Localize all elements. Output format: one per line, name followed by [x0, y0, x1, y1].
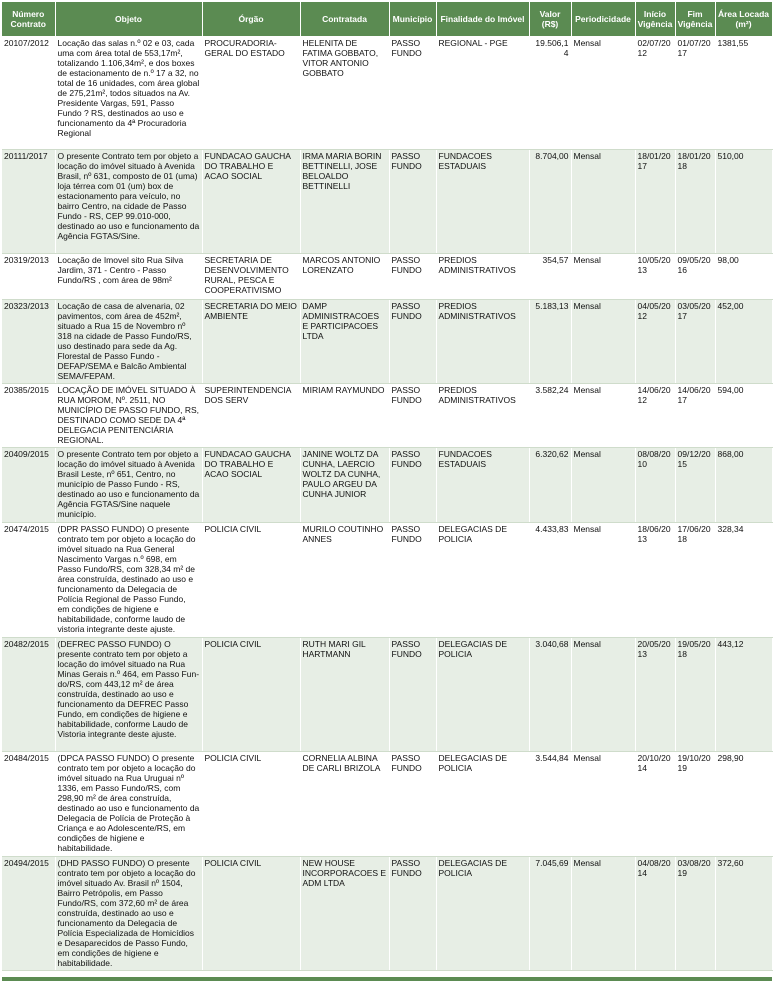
cell-orgao: POLICIA CIVIL	[202, 638, 300, 752]
cell-periodicidade: Mensal	[571, 448, 635, 523]
cell-numero: 20484/2015	[2, 752, 55, 857]
cell-contratada: JANINE WOLTZ DA CUNHA, LAERCIO WOLTZ DA CUNHA, PAULO ARGEU DA CUNHA JUNIOR	[300, 448, 389, 523]
cell-finalidade: DELEGACIAS DE POLICIA	[436, 752, 529, 857]
cell-area: 868,00	[715, 448, 772, 523]
cell-finalidade: REGIONAL - PGE	[436, 37, 529, 150]
table-row	[2, 384, 772, 448]
cell-periodicidade: Mensal	[571, 752, 635, 857]
table-row	[2, 300, 772, 384]
cell-fim: 18/01/2018	[675, 150, 715, 254]
cell-orgao: POLICIA CIVIL	[202, 752, 300, 857]
cell-municipio: PASSO FUNDO	[389, 384, 436, 448]
cell-area: 1381,55	[715, 37, 772, 150]
table-bottom-border	[2, 977, 772, 981]
col-header-objeto[interactable]: Objeto	[55, 2, 202, 37]
cell-finalidade: PREDIOS ADMINISTRATIVOS	[436, 300, 529, 384]
cell-finalidade: DELEGACIAS DE POLICIA	[436, 857, 529, 971]
cell-valor: 19.506,14	[529, 37, 571, 150]
cell-municipio: PASSO FUNDO	[389, 448, 436, 523]
table-row	[2, 150, 772, 254]
col-header-municipio[interactable]: Município	[389, 2, 436, 37]
cell-contratada: RUTH MARI GIL HARTMANN	[300, 638, 389, 752]
cell-numero: 20409/2015	[2, 448, 55, 523]
cell-periodicidade: Mensal	[571, 857, 635, 971]
cell-fim: 03/05/2017	[675, 300, 715, 384]
table-row	[2, 638, 772, 752]
cell-valor: 354,57	[529, 254, 571, 300]
cell-inicio: 04/08/2014	[635, 857, 675, 971]
cell-numero: 20474/2015	[2, 523, 55, 638]
cell-orgao: FUNDACAO GAUCHA DO TRABALHO E ACAO SOCIAL	[202, 448, 300, 523]
contracts-table	[2, 2, 773, 971]
cell-valor: 6.320,62	[529, 448, 571, 523]
cell-orgao: FUNDACAO GAUCHA DO TRABALHO E ACAO SOCIAL	[202, 150, 300, 254]
table-row	[2, 523, 772, 638]
cell-municipio: PASSO FUNDO	[389, 300, 436, 384]
cell-numero: 20494/2015	[2, 857, 55, 971]
cell-numero: 20319/2013	[2, 254, 55, 300]
cell-municipio: PASSO FUNDO	[389, 638, 436, 752]
cell-finalidade: PREDIOS ADMINISTRATIVOS	[436, 384, 529, 448]
cell-area: 443,12	[715, 638, 772, 752]
table-row	[2, 752, 772, 857]
cell-area: 452,00	[715, 300, 772, 384]
cell-area: 510,00	[715, 150, 772, 254]
cell-finalidade: PREDIOS ADMINISTRATIVOS	[436, 254, 529, 300]
cell-orgao: POLICIA CIVIL	[202, 523, 300, 638]
col-header-contratada[interactable]: Contratada	[300, 2, 389, 37]
cell-contratada: DAMP ADMINISTRACOES E PARTICIPACOES LTDA	[300, 300, 389, 384]
cell-municipio: PASSO FUNDO	[389, 37, 436, 150]
cell-fim: 19/10/2019	[675, 752, 715, 857]
cell-orgao: POLICIA CIVIL	[202, 857, 300, 971]
cell-valor: 3.582,24	[529, 384, 571, 448]
cell-valor: 5.183,13	[529, 300, 571, 384]
table-row	[2, 857, 772, 971]
cell-objeto: Locação das salas n.º 02 e 03, cada uma com área total de 553,17m², totalizando 1.106,34m², e dos boxes de estacionamento de n.º 17 a 32, no total de 16 unidades, com área global de 275,21m², todos situados na Av. Presidente Vargas, 591, Passo Fundo ? RS, destinados ao uso e funcionamento da 4ª Procuradoria Regional	[55, 37, 202, 150]
cell-contratada: MURILO COUTINHO ANNES	[300, 523, 389, 638]
cell-inicio: 18/06/2013	[635, 523, 675, 638]
cell-fim: 09/12/2015	[675, 448, 715, 523]
cell-inicio: 18/01/2017	[635, 150, 675, 254]
cell-numero: 20107/2012	[2, 37, 55, 150]
cell-inicio: 08/08/2010	[635, 448, 675, 523]
cell-objeto: Locação de casa de alvenaria, 02 pavimentos, com área de 452m², situado a Rua 15 de Novembro nº 318 na cidade de Passo Fundo/RS, uso destinado para sede da Ag. Florestal de Passo Fundo - DEFAP/SEMA e Balcão Ambiental SEMA/FEPAM.	[55, 300, 202, 384]
col-header-inicio[interactable]: Início Vigência	[635, 2, 675, 37]
col-header-finalidade[interactable]: Finalidade do Imóvel	[436, 2, 529, 37]
cell-inicio: 14/06/2012	[635, 384, 675, 448]
cell-numero: 20385/2015	[2, 384, 55, 448]
cell-fim: 17/06/2018	[675, 523, 715, 638]
table-row	[2, 37, 772, 150]
cell-finalidade: FUNDACOES ESTADUAIS	[436, 448, 529, 523]
cell-inicio: 02/07/2012	[635, 37, 675, 150]
col-header-area[interactable]: Área Locada (m²)	[715, 2, 772, 37]
table-row	[2, 448, 772, 523]
cell-objeto: (DPR PASSO FUNDO) O presente contrato tem por objeto a locação do imóvel situado na Rua General Nascimento Vargas n.º 698, em Passo Fundo/RS, com 328,34 m² de área construída, destinado ao uso e funcionamento da Delegacia de Polícia Regional de Passo Fundo, em condições de higiene e habitabilidade, conforme laudo de vistoria integrante deste ajuste.	[55, 523, 202, 638]
cell-contratada: HELENITA DE FATIMA GOBBATO, VITOR ANTONIO GOBBATO	[300, 37, 389, 150]
cell-numero: 20323/2013	[2, 300, 55, 384]
cell-periodicidade: Mensal	[571, 300, 635, 384]
cell-numero: 20482/2015	[2, 638, 55, 752]
cell-objeto: Locação de Imovel sito Rua Silva Jardim, 371 - Centro - Passo Fundo/RS , com área de 98m²	[55, 254, 202, 300]
cell-municipio: PASSO FUNDO	[389, 150, 436, 254]
cell-inicio: 10/05/2013	[635, 254, 675, 300]
cell-periodicidade: Mensal	[571, 523, 635, 638]
cell-municipio: PASSO FUNDO	[389, 523, 436, 638]
cell-orgao: PROCURADORIA-GERAL DO ESTADO	[202, 37, 300, 150]
col-header-fim[interactable]: Fim Vigência	[675, 2, 715, 37]
cell-objeto: O presente Contrato tem por objeto a locação do imóvel situado à Avenida Brasil, nº 631, composto de 01 (uma) loja térrea com 01 (um) box de estacionamento para veículo, no bairro Centro, na cidade de Passo Fundo - RS, CEP 99.010-000, destinado ao uso e funcionamento da Agência FGTAS/Sine.	[55, 150, 202, 254]
cell-objeto: (DHD PASSO FUNDO) O presente contrato tem por objeto a locação do imóvel situado Av. Brasil nº 1504, Bairro Petrópolis, em Passo Fundo/RS, com 372,60 m² de área construída, destinado ao uso e funcionamento da Delegacia de Polícia Especializada de Homicídios e Desaparecidos de Passo Fundo, em condições de higiene e habitabilidade.	[55, 857, 202, 971]
cell-periodicidade: Mensal	[571, 37, 635, 150]
cell-municipio: PASSO FUNDO	[389, 857, 436, 971]
col-header-numero[interactable]: Número Contrato	[2, 2, 55, 37]
cell-area: 298,90	[715, 752, 772, 857]
cell-contratada: MARCOS ANTONIO LORENZATO	[300, 254, 389, 300]
cell-objeto: (DPCA PASSO FUNDO) O presente contrato tem por objeto a locação do imóvel situado na Rua Uruguai nº 1336, em Passo Fundo/RS, com 298,90 m² de área construída, destinado ao uso e funcionamento da Delegacia de Polícia de Proteção à Criança e ao Adolescente/RS, em condições de higiene e habitabilidade.	[55, 752, 202, 857]
cell-contratada: CORNELIA ALBINA DE CARLI BRIZOLA	[300, 752, 389, 857]
cell-numero: 20111/2017	[2, 150, 55, 254]
col-header-orgao[interactable]: Órgão	[202, 2, 300, 37]
cell-area: 98,00	[715, 254, 772, 300]
cell-fim: 09/05/2016	[675, 254, 715, 300]
cell-objeto: LOCAÇÃO DE IMÓVEL SITUADO À RUA MOROM, Nº. 2511, NO MUNICÍPIO DE PASSO FUNDO, RS, DESTINADO COMO SEDE DA 4ª DELEGACIA PENITENCIÁRIA REGIONAL.	[55, 384, 202, 448]
cell-periodicidade: Mensal	[571, 150, 635, 254]
cell-area: 372,60	[715, 857, 772, 971]
cell-area: 594,00	[715, 384, 772, 448]
cell-contratada: MIRIAM RAYMUNDO	[300, 384, 389, 448]
cell-fim: 01/07/2017	[675, 37, 715, 150]
cell-municipio: PASSO FUNDO	[389, 254, 436, 300]
cell-fim: 03/08/2019	[675, 857, 715, 971]
cell-periodicidade: Mensal	[571, 638, 635, 752]
col-header-periodicidade[interactable]: Periodicidade	[571, 2, 635, 37]
cell-inicio: 04/05/2012	[635, 300, 675, 384]
cell-valor: 8.704,00	[529, 150, 571, 254]
cell-inicio: 20/10/2014	[635, 752, 675, 857]
cell-periodicidade: Mensal	[571, 254, 635, 300]
cell-valor: 4.433,83	[529, 523, 571, 638]
cell-valor: 7.045,69	[529, 857, 571, 971]
cell-contratada: IRMA MARIA BORIN BETTINELLI, JOSE BELOALDO BETTINELLI	[300, 150, 389, 254]
cell-contratada: NEW HOUSE INCORPORACOES E ADM LTDA	[300, 857, 389, 971]
cell-finalidade: DELEGACIAS DE POLICIA	[436, 638, 529, 752]
cell-finalidade: FUNDACOES ESTADUAIS	[436, 150, 529, 254]
cell-valor: 3.544,84	[529, 752, 571, 857]
cell-valor: 3.040,68	[529, 638, 571, 752]
table-header-row	[2, 2, 772, 37]
cell-objeto: O presente Contrato tem por objeto a locação do imóvel situado à Avenida Brasil Leste, nº 651, Centro, no município de Passo Fundo - RS, destinado ao uso e funcionamento da Agência FGTAS/Sine naquele município.	[55, 448, 202, 523]
cell-municipio: PASSO FUNDO	[389, 752, 436, 857]
cell-fim: 19/05/2018	[675, 638, 715, 752]
cell-objeto: (DEFREC PASSO FUNDO) O presente contrato tem por objeto a locação do imóvel situado na Rua Minas Gerais n.º 464, em Passo Fun-do/RS, com 443,12 m² de área construída, destinado ao uso e funcionamento da DEFREC Passo Fundo, em condições de higiene e habitabilidade, conforme Laudo de Vistoria integrante deste ajuste.	[55, 638, 202, 752]
cell-orgao: SECRETARIA DE DESENVOLVIMENTO RURAL, PESCA E COOPERATIVISMO	[202, 254, 300, 300]
table-row	[2, 254, 772, 300]
cell-area: 328,34	[715, 523, 772, 638]
cell-finalidade: DELEGACIAS DE POLICIA	[436, 523, 529, 638]
cell-fim: 14/06/2017	[675, 384, 715, 448]
cell-orgao: SUPERINTENDENCIA DOS SERV	[202, 384, 300, 448]
cell-periodicidade: Mensal	[571, 384, 635, 448]
cell-inicio: 20/05/2013	[635, 638, 675, 752]
cell-orgao: SECRETARIA DO MEIO AMBIENTE	[202, 300, 300, 384]
col-header-valor[interactable]: Valor (R$)	[529, 2, 571, 37]
